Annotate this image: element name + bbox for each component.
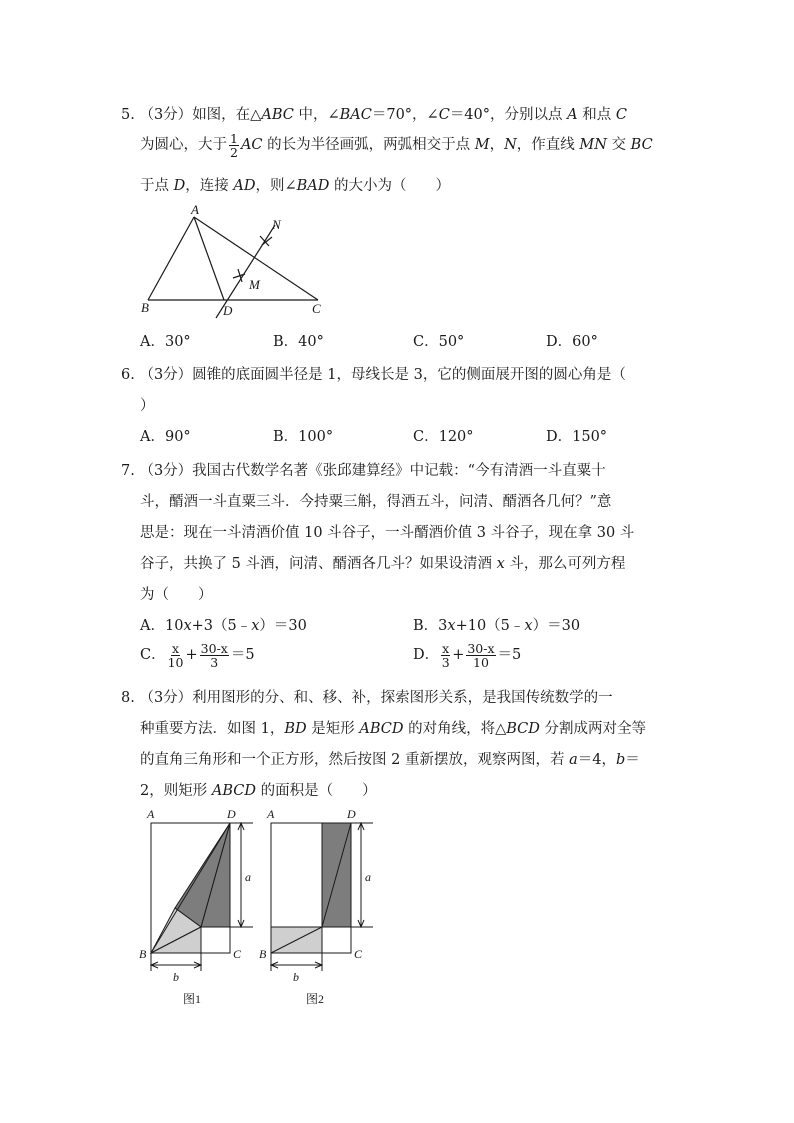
label-d: D <box>227 807 236 821</box>
q5-line-3: 于点 D，连接 AD，则∠BAD 的大小为（ ） <box>140 178 450 194</box>
q6-line-1: 6. （3分）圆锥的底面圆半径是 1，母线长是 3，它的侧面展开图的圆心角是（ <box>121 367 626 383</box>
q8-line-3: 的直角三角形和一个正方形，然后按图 2 重新摆放，观察两图，若 a＝4，b＝ <box>140 752 640 768</box>
q8-figure-2 <box>255 803 385 1008</box>
label-b: B <box>139 947 147 961</box>
q7-number: 7. <box>121 463 135 479</box>
q6-option-d[interactable]: D．150° <box>546 429 608 445</box>
label-c: C <box>354 947 363 961</box>
q7-line-3: 思是：现在一斗清酒价值 10 斗谷子，一斗醑酒价值 3 斗谷子，现在拿 30 斗 <box>140 525 635 541</box>
q8-figure-1 <box>133 803 263 1008</box>
q5-triangle-figure <box>130 198 340 323</box>
q7-line-1: 7. （3分）我国古代数学名著《张邱建算经》中记载：“今有清酒一斗直粟十 <box>121 463 606 479</box>
segment-ab <box>148 217 194 300</box>
q6-line-2: ） <box>140 398 155 414</box>
fraction: $\frac{x}{10}$ <box>167 640 184 670</box>
q5-option-b[interactable]: B．40° <box>273 334 324 350</box>
q5-option-a[interactable]: A．30° <box>140 334 191 350</box>
q7-line-2: 斗，醑酒一斗直粟三斗．今持粟三斛，得酒五斗，问清、醑酒各几何？”意 <box>140 494 612 510</box>
q8-line-1: 8. （3分）利用图形的分、和、移、补，探索图形关系，是我国传统数学的一 <box>121 690 613 706</box>
segment-ad <box>194 217 224 300</box>
q8-line-4: 2，则矩形 ABCD 的面积是（ ） <box>140 783 377 799</box>
q5-line-1: 5. （3分）如图，在△ABC 中，∠BAC＝70°，∠C＝40°，分别以点 A 和点 C <box>121 107 627 123</box>
q7-option-b[interactable]: B．3x+10（5﹣x）＝30 <box>413 618 581 634</box>
label-b-dim: b <box>173 970 179 984</box>
label-n: N <box>272 217 281 232</box>
q6-option-a[interactable]: A．90° <box>140 429 191 445</box>
q7-line-4: 谷子，共换了 5 斗酒，问清、醑酒各几斗？如果设清酒 x 斗，那么可列方程 <box>140 556 626 572</box>
fraction: $\frac{30-x}{10}$ <box>467 640 495 670</box>
label-c: C <box>233 947 242 961</box>
label-c: C <box>312 301 321 316</box>
q5-line-2: 为圆心，大于 $\frac{1}{2}$ AC 的长为半径画弧，两弧相交于点 M，N，作直线 MN 交 BC <box>140 130 653 160</box>
label-b: B <box>259 947 267 961</box>
label-m: M <box>249 277 260 292</box>
label-a: A <box>191 202 199 217</box>
q7-line-5: 为（ ） <box>140 587 213 603</box>
arc-mark-n <box>260 236 272 246</box>
label-a: A <box>147 807 155 821</box>
q5-fraction-half: $\frac{1}{2}$ <box>230 130 238 160</box>
label-b: B <box>141 300 149 315</box>
label-b-dim: b <box>293 970 299 984</box>
label-a: A <box>267 807 275 821</box>
q6-number: 6. <box>121 367 135 383</box>
q6-option-b[interactable]: B．100° <box>273 429 334 445</box>
label-d: D <box>223 303 233 318</box>
q5-option-c[interactable]: C．50° <box>413 334 465 350</box>
q5-score: （3分） <box>139 107 193 123</box>
q5-option-d[interactable]: D．60° <box>546 334 598 350</box>
q7-option-c[interactable]: C． $\frac{x}{10}$ + $\frac{30-x}{3}$ ＝5 <box>140 640 255 670</box>
q8-line-2: 种重要方法．如图 1，BD 是矩形 ABCD 的对角线，将△BCD 分割成两对全等 <box>140 721 646 737</box>
q7-option-a[interactable]: A．10x+3（5﹣x）＝30 <box>140 618 307 634</box>
label-d: D <box>347 807 356 821</box>
q8-number: 8. <box>121 690 135 706</box>
fraction: $\frac{30-x}{3}$ <box>200 640 228 670</box>
q5-number: 5. <box>121 107 135 123</box>
fraction: $\frac{x}{3}$ <box>441 640 450 670</box>
label-a-dim: a <box>365 870 371 884</box>
label-a-dim: a <box>245 870 251 884</box>
figure-2-caption: 图2 <box>306 992 325 1006</box>
q7-option-d[interactable]: D． $\frac{x}{3}$ + $\frac{30-x}{10}$ ＝5 <box>413 640 522 670</box>
figure-1-caption: 图1 <box>183 992 202 1006</box>
q6-option-c[interactable]: C．120° <box>413 429 474 445</box>
